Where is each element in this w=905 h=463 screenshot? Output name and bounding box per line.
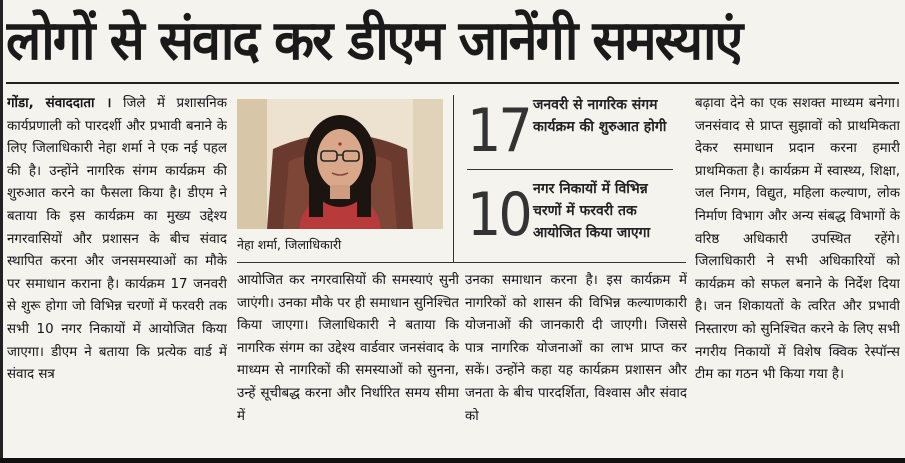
section-rule [237,262,686,263]
fact-text: जनवरी से नागरिक संगम कार्यक्रम की शुरुआत होगी [533,97,667,135]
fact-number: 10 [467,180,530,250]
headline: लोगों से संवाद कर डीएम जानेंगी समस्याएं [6,9,742,73]
factbox-item [463,176,675,254]
headline-rule [6,82,899,84]
photo-caption: नेहा शर्मा, जिलाधिकारी [237,237,342,252]
factbox-separator [467,169,673,170]
byline: गोंडा, संवाददाता । [7,96,112,111]
article-column-1 [7,93,227,453]
article-column-4: बढ़ावा देने का एक सशक्त माध्यम बनेगा। जनसंवाद से प्राप्त सुझावों को प्राथमिकता देकर समाधान प्रदान करना हमारी प्राथमिकता है। कार्यक्रम में स्वास्थ्य, शिक्षा, जल निगम, विद्युत, महिला कल्याण, लोक निर्माण विभाग और अन्य संबद्ध विभागों के वरिष्ठ अधिकारी उपस्थित रहेंगे। जिलाधिकारी ने सभी अधिकारियों को कार्यक्रम को सफल बनाने के निर्देश दिया है। जन शिकायतों के त्वरित और प्रभावी निस्तारण को सुनिश्चित करने के लिए सभी नगरीय निकायों में विशेष क्विक रेस्पॉन्स टीम का गठन भी किया गया है। [695,96,900,383]
column-1-text: जिले में प्रशासनिक कार्यप्रणाली को पारदर्शी और प्रभावी बनाने के लिए जिलाधिकारी नेहा शर्मा ने एक नई पहल की है। उन्होंने नागरिक संगम कार्यक्रम की शुरुआत करने का फैसला किया है। डीएम ने बताया कि इस कार्यक्रम का मुख्य उद्देश्य नगरवासियों और प्रशासन के बीच संवाद स्थापित करना और जनसमस्याओं का मौके पर समाधान कराना है। कार्यक्रम 17 जनवरी से शुरू होगा जो विभिन्न चरणों में फरवरी तक सभी 10 नगर निकायों में आयोजित किया जाएगा। डीएम ने बताया कि प्रत्येक वार्ड में संवाद सत्र [7,96,227,383]
article-column-3: उनका समाधान करना है। इस कार्यक्रम में नागरिकों को शासन की विभिन्न कल्याणकारी योजनाओं की जानकारी दी जाएगी। जिससे पात्र नागरिक योजनाओं का लाभ प्राप्त कर सकें। उन्होंने कहा यह कार्यक्रम प्रशासन और जनता के बीच पारदर्शिता, विश्वास और संवाद को [465,273,687,424]
official-photo [237,99,443,229]
article-column-2: आयोजित कर नगरवासियों की समस्याएं सुनी जाएंगी। उनका मौके पर ही समाधान सुनिश्चित किया जाएगा। जिलाधिकारी ने बताया कि नागरिक संगम का उद्देश्य वार्डवार जनसंवाद के माध्यम से नागरिकों की समस्याओं को सुनना, उन्हें सूचीबद्ध करना और निर्धारित समय सीमा में [237,273,459,424]
portrait-image [237,99,443,229]
factbox-divider [453,95,454,263]
fact-number: 17 [467,96,530,166]
bottom-border [0,458,905,463]
factbox-item [463,92,675,170]
page-edge-rule [0,0,3,463]
fact-text: नगर निकायों में विभिन्न चरणों में फरवरी तक आयोजित किया जाएगा [533,181,651,241]
